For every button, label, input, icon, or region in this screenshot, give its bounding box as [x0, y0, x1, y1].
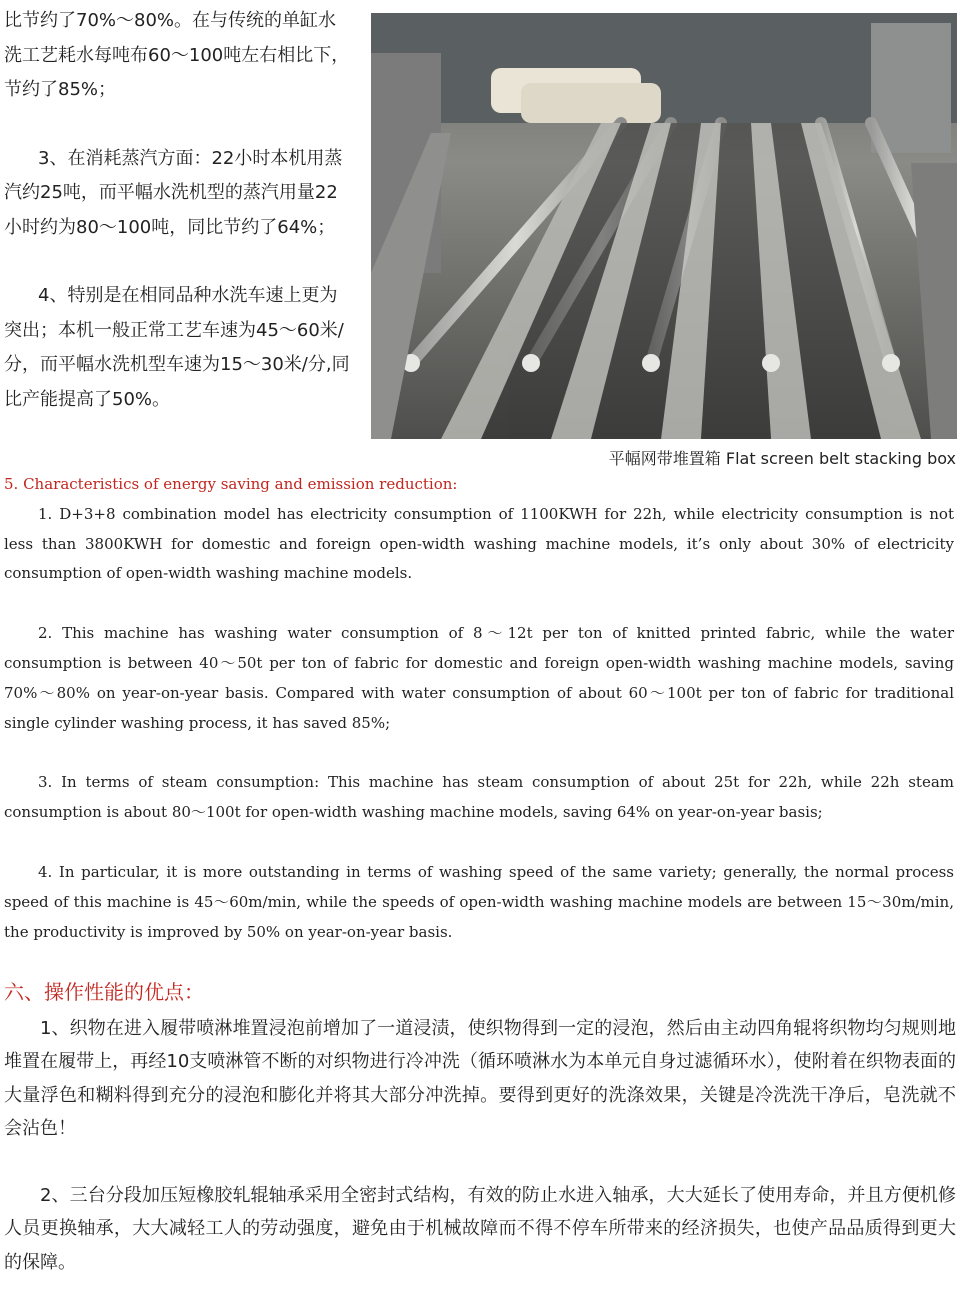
paragraph-steam: 3、在消耗蒸汽方面：22小时本机用蒸汽约25吨，而平幅水洗机型的蒸汽用量22小时约为80～100吨，同比节约了64%；: [4, 147, 343, 238]
english-heading: 5. Characteristics of energy saving and emission reduction:: [4, 475, 458, 493]
photo-caption: 平幅网带堆置箱 Flat screen belt stacking box: [608, 449, 956, 468]
top-left-text: [4, 4, 350, 417]
machine-photo-illustration: [371, 13, 957, 439]
english-paragraph-1: 1. D+3+8 combination model has electricity consumption of 1100KWH for 22h, while electricity consumption is not less than 3800KWH for domestic and foreign open-width washing machine models, it’s only about 30% of electricity consumption of open-width washing machine models.: [4, 504, 954, 583]
english-paragraph-4: 4. In particular, it is more outstanding in terms of washing speed of the same variety; generally, the normal process speed of this machine is 45～60m/min, while the speeds of open-width washing machine models are between 15～30m/min, the productivity is improved by 50% on year-on-year basis.: [4, 862, 954, 941]
machine-photo: [371, 13, 957, 439]
english-paragraph-2: 2. This machine has washing water consumption of 8～12t per ton of knitted printed fabric, while the water consumption is between 40～50t per ton of fabric for domestic and foreign open-width washing machine models, saving 70%～80% on year-on-year basis. Compared with water consumption of about 60～100t per ton of fabric for traditional single cylinder washing process, it has saved 85%;: [4, 624, 954, 732]
english-paragraph-3: 3. In terms of steam consumption: This machine has steam consumption of about 25t for 22h, while 22h steam consumption is about 80～100t for open-width washing machine models, saving 64% on year-on-year basis;: [4, 773, 954, 822]
paragraph-water-saving-cont: 比节约了70%～80%。在与传统的单缸水洗工艺耗水每吨布60～100吨左右相比下，节约了85%；: [4, 10, 350, 100]
section-6-paragraph-1: 1、织物在进入履带喷淋堆置浸泡前增加了一道浸渍，使织物得到一定的浸泡，然后由主动四角辊将织物均匀规则地堆置在履带上，再经10支喷淋管不断的对织物进行冷冲洗（循环喷淋水为本单元自身过滤循环水），使附着在织物表面的大量浮色和糊料得到充分的浸泡和膨化并将其大部分冲洗掉。要得到更好的洗涤效果，关键是冷洗洗干净后，皂洗就不会沾色！: [4, 1017, 956, 1139]
section-6-heading: 六、操作性能的优点：: [4, 980, 204, 1004]
chinese-section-6: [4, 976, 956, 1279]
section-6-paragraph-2: 2、三台分段加压短橡胶轧辊轴承采用全密封式结构，有效的防止水进入轴承，大大延长了使用寿命，并且方便机修人员更换轴承，大大减轻工人的劳动强度，避免由于机械故障而不得不停车所带来的经济损失，也使产品品质得到更大的保障。: [4, 1184, 956, 1273]
english-section: [4, 470, 954, 947]
paragraph-speed: 4、特别是在相同品种水洗车速上更为突出；本机一般正常工艺车速为45～60米/分，而平幅水洗机型车速为15～30米/分,同比产能提高了50%。: [4, 285, 350, 410]
